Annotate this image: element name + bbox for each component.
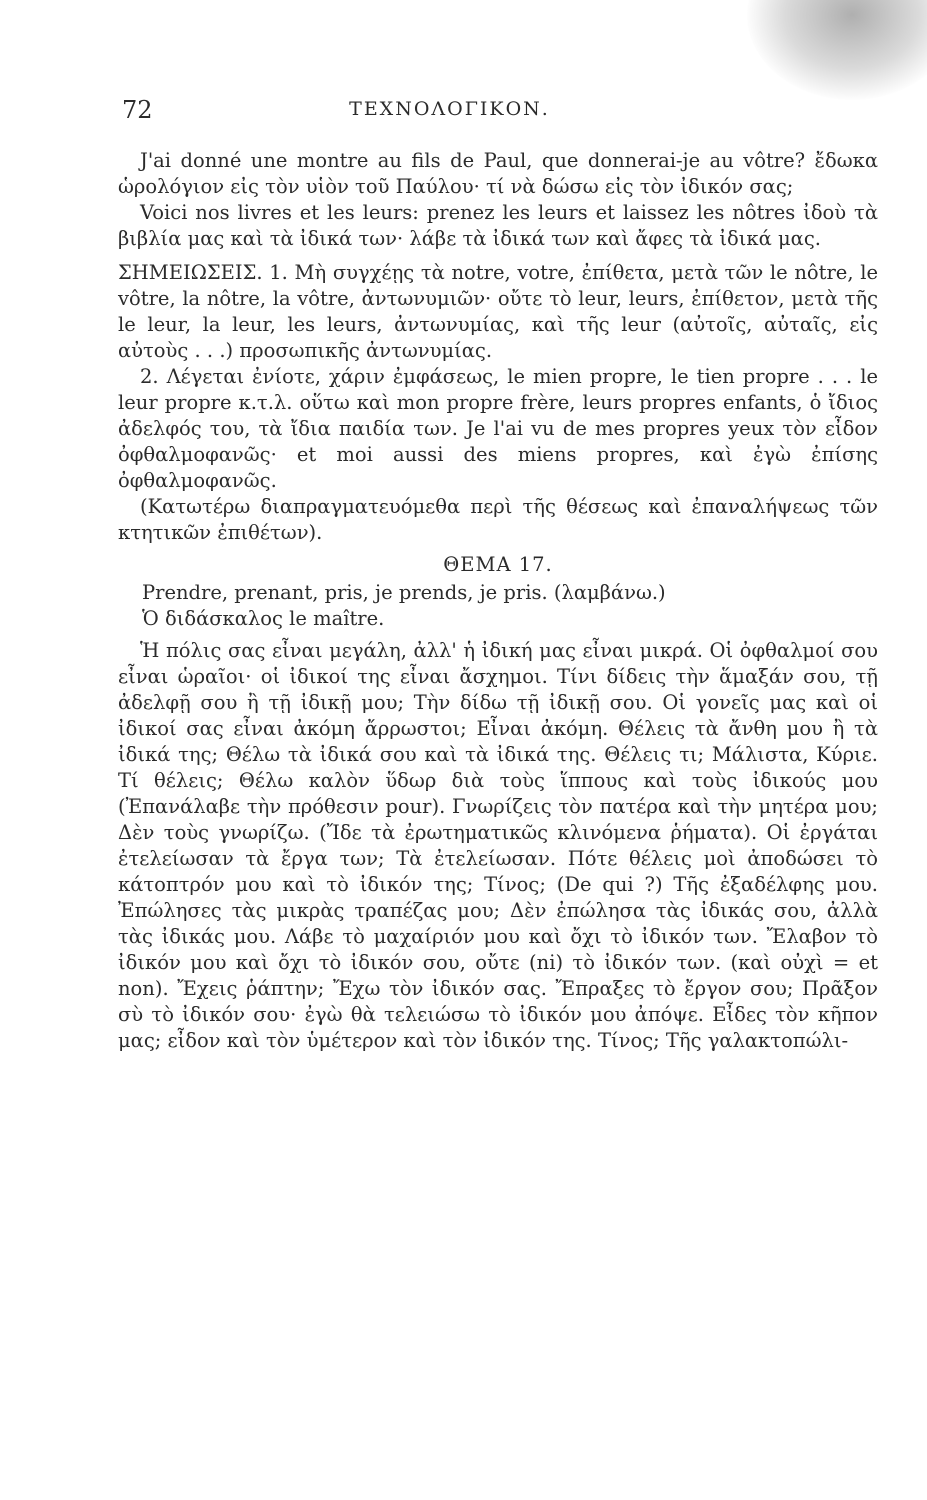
- theme-exercise-text: Ἡ πόλις σας εἶναι μεγάλη, ἀλλ' ἡ ἰδική μας εἶναι μικρά. Οἱ ὀφθαλμοί σου εἶναι ὡραῖοι· οἱ ἰδικοί της εἶναι ἄσχημοι. Τίνι δίδεις τὴν ἅμαξάν σου, τῇ ἀδελφῇ σου ἢ τῇ ἰδικῇ μου; Τὴν δίδω τῇ ἰδικῇ σου. Οἱ γονεῖς μας καὶ οἱ ἰδικοί σας εἶναι ἀκόμη ἄρρωστοι; Εἶναι ἀκόμη. Θέλεις τὰ ἄνθη μου ἢ τὰ ἰδικά της; Θέλω τὰ ἰδικά σου καὶ τὰ ἰδικά της. Θέλεις τι; Μάλιστα, Κύριε. Τί θέλεις; Θέλω καλὸν ὕδωρ διὰ τοὺς ἵππους καὶ τοὺς ἰδικούς μου (Ἐπανάλαβε τὴν πρόθεσιν pour). Γνωρίζεις τὸν πατέρα καὶ τὴν μητέρα μου; Δὲν τοὺς γνωρίζω. (Ἴδε τὰ ἐρωτηματικῶς κλινόμενα ῥήματα). Οἱ ἐργάται ἐτελείωσαν τὰ ἔργα των; Τὰ ἐτελείωσαν. Πότε θέλεις μοὶ ἀποδώσει τὸ κάτοπτρόν μου καὶ τὸ ἰδικόν της; Τίνος; (De qui ?) Τῆς ἐξαδέλφης μου. Ἐπώλησες τὰς μικρὰς τραπέζας μου; Δὲν ἐπώλησα τὰς ἰδικάς σου, ἀλλὰ τὰς ἰδικάς μου. Λάβε τὸ μαχαίριόν μου καὶ ὄχι τὸ ἰδικόν των. Ἔλαβον τὸ ἰδικόν μου καὶ ὄχι τὸ ἰδικόν σου, οὔτε (ni) τὸ ἰδικόν των. (καὶ οὐχὶ = et non). Ἔχεις ῥάπτην; Ἔχω τὸν ἰδικόν σας. Ἔπραξες τὸ ἔργον σου; Πρᾶξον σὺ τὸ ἰδικόν σου· ἐγὼ θὰ τελειώσω τὸ ἰδικόν μου ἀπόψε. Εἶδες τὸν κῆπον μας; εἶδον καὶ τὸν ὑμέτερον καὶ τὸν ἰδικόν της. Τίνος; Τῆς γαλακτοπώλι-: [118, 639, 878, 1052]
- theme-vocab-line-1: Prendre, prenant, pris, je prends, je pris. (λαμβάνω.): [142, 581, 666, 604]
- paragraph-example-1: J'ai donné une montre au fils de Paul, que donnerai-je au vôtre? ἔδωκα ὡρολόγιον εἰς τὸν υἱὸν τοῦ Παύλου· τί νὰ δώσω εἰς τὸν ἰδικόν σας;: [118, 149, 878, 198]
- paragraph-notes-2: 2. Λέγεται ἐνίοτε, χάριν ἐμφάσεως, le mien propre, le tien propre . . . le leur propre κ.τ.λ. οὕτω καὶ mon propre frère, leurs propres enfants, ὁ ἴδιος ἀδελφός του, τὰ ἴδια παιδία των. Je l'ai vu de mes propres yeux τὸν εἶδον ὀφθαλμοφανῶς· et moi aussi des miens propres, καὶ ἐγὼ ἐπίσης ὀφθαλμοφανῶς.: [118, 365, 878, 492]
- page-header: [122, 96, 777, 130]
- running-title: ΤΕΧΝΟΛΟΓΙΚΟΝ.: [349, 98, 550, 120]
- paragraph-notes-1: ΣΗΜΕΙΩΣΕΙΣ. 1. Μὴ συγχέῃς τὰ notre, votre, ἐπίθετα, μετὰ τῶν le nôtre, le vôtre, la nôtre, la vôtre, ἀντωνυμιῶν· οὔτε τὸ leur, leurs, ἐπίθετον, μετὰ τῆς le leur, la leur, les leurs, ἀντωνυμίας, καὶ τῆς leur (αὐτοῖς, αὐταῖς, εἰς αὐτοὺς . . .) προσωπικῆς ἀντωνυμίας.: [118, 261, 878, 362]
- page-number: 72: [122, 96, 153, 124]
- paragraph-notes-3: (Κατωτέρω διαπραγματευόμεθα περὶ τῆς θέσεως καὶ ἐπαναλήψεως τῶν κτητικῶν ἐπιθέτων).: [118, 495, 878, 544]
- paragraph-example-2: Voici nos livres et les leurs: prenez les leurs et laissez les nôtres ἰδοὺ τὰ βιβλία μας καὶ τὰ ἰδικά των· λάβε τὰ ἰδικά των καὶ ἄφες τὰ ἰδικά μας.: [118, 201, 878, 250]
- theme-heading: ΘΕΜΑ 17.: [443, 553, 553, 576]
- theme-vocab-line-2: Ὁ διδάσκαλος le maître.: [142, 607, 385, 630]
- page-smudge: [747, 0, 927, 100]
- page-body: [118, 148, 878, 1054]
